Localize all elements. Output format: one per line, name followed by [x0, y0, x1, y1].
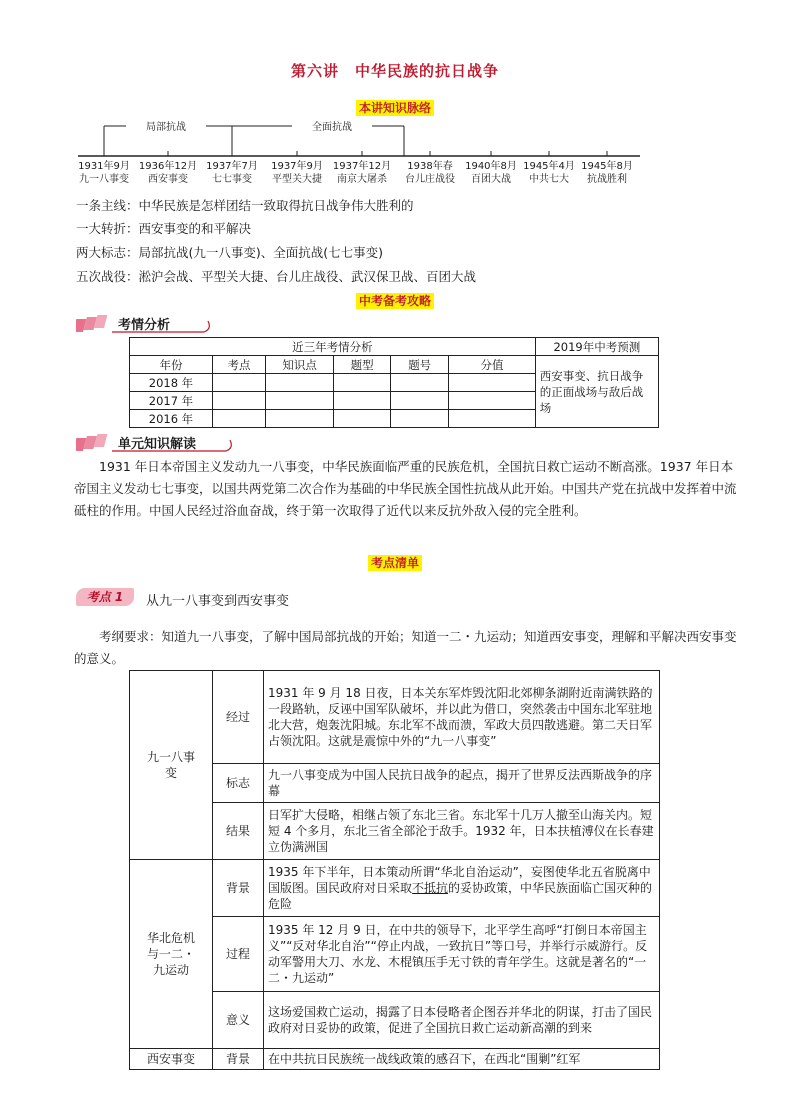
timeline-event: 百团大战 [471, 174, 511, 185]
aspect-cell: 过程 [213, 917, 264, 992]
table-row-year: 2016 年 [130, 410, 213, 428]
detail-cell: 1931 年 9 月 18 日夜，日本关东军炸毁沈阳北郊柳条湖附近南满铁路的一段路轨，反诬中国军队破坏，并以此为借口，突然袭击中国东北军驻地北大营，炮轰沈阳城。东北军不战而溃，军政大员四散逃避。第二天日军占领沈阳。这就是震惊中外的“九一八事变” [264, 671, 660, 764]
forecast-title: 2019年中考预测 [535, 338, 658, 356]
timeline-event: 九一八事变 [79, 174, 129, 185]
detail-cell: 1935 年下半年，日本策动所谓“华北自治运动”，妄图使华北五省脱离中国版图。国民政府对日采取不抵抗的妥协政策，中华民族面临亡国灭种的危险 [264, 860, 660, 917]
col-point: 考点 [212, 356, 265, 374]
table-row-year: 2018 年 [130, 374, 213, 392]
detail-cell: 在中共抗日民族统一战线政策的感召下，在西北“围剿”红军 [264, 1049, 660, 1070]
timeline-date: 1937年12月 [332, 161, 392, 172]
exam-analysis-table [129, 337, 659, 428]
bracket-full-war: 全面抗战 [292, 122, 372, 134]
aspect-cell: 背景 [213, 1049, 264, 1070]
timeline-event: 平型关大捷 [272, 174, 322, 185]
event-cell-918: 九一八事变 [130, 671, 213, 860]
aspect-cell: 标志 [213, 764, 264, 803]
col-number: 题号 [391, 356, 449, 374]
timeline-date: 1940年8月 [465, 161, 517, 172]
timeline-event: 西安事变 [148, 174, 188, 185]
detail-cell: 这场爱国救亡运动，揭露了日本侵略者企图吞并华北的阴谋，打击了国民政府对日妥协的政策，促进了全国抗日救亡运动新高潮的到来 [264, 992, 660, 1049]
point-title: 从九一八事变到西安事变 [146, 594, 290, 609]
section-header-knowledge: 本讲知识脉络 [0, 99, 790, 116]
timeline-event: 南京大屠杀 [337, 174, 387, 185]
col-knowledge: 知识点 [266, 356, 334, 374]
summary-two-marks: 两大标志：局部抗战(九一八事变)、全面抗战(七七事变) [76, 245, 384, 260]
col-type: 题型 [334, 356, 391, 374]
section-header-checklist: 考点清单 [0, 554, 790, 571]
unit-paragraph: 1931 年日本帝国主义发动九一八事变，中华民族面临严重的民族危机，全国抗日救亡运动不断高涨。1937 年日本帝国主义发动七七事变，以国共两党第二次合作为基础的中华民族全国性抗战从此开始。中国共产党在抗战中发挥着中流砥柱的作用。中国人民经过浴血奋战，终于第一次取得了近代以来反抗外敌入侵的完全胜利。 [74, 459, 737, 518]
aspect-cell: 结果 [213, 803, 264, 860]
event-cell-xian: 西安事变 [130, 1049, 213, 1070]
detail-cell: 日军扩大侵略，相继占领了东北三省。东北军十几万人撤至山海关内。短短 4 个多月，东北三省全部沦于敌手。1932 年，日本扶植溥仪在长春建立伪满洲国 [264, 803, 660, 860]
col-year: 年份 [130, 356, 213, 374]
syllabus-requirement: 考纲要求：知道九一八事变，了解中国局部抗战的开始；知道一二・九运动；知道西安事变，理解和平解决西安事变的意义。 [74, 629, 737, 666]
timeline-date: 1936年12月 [138, 161, 198, 172]
detail-cell: 九一八事变成为中国人民抗日战争的起点，揭开了世界反法西斯战争的序幕 [264, 764, 660, 803]
timeline-event: 抗战胜利 [587, 174, 627, 185]
timeline-date: 1937年9月 [271, 161, 323, 172]
col-score: 分值 [449, 356, 536, 374]
table-title: 近三年考情分析 [130, 338, 536, 356]
summary-main-line: 一条主线：中华民族是怎样团结一致取得抗日战争伟大胜利的 [76, 198, 414, 213]
aspect-cell: 意义 [213, 992, 264, 1049]
timeline-date: 1937年7月 [206, 161, 258, 172]
exam-analysis-heading: 考情分析 [76, 313, 216, 335]
timeline-date: 1938年春 [407, 161, 453, 172]
detail-cell: 1935 年 12 月 9 日，在中共的领导下，北平学生高呼“打倒日本帝国主义”“反对华北自治”“停止内战，一致抗日”等口号，并举行示威游行。反动军警用大刀、水龙、木棍镇压手无寸铁的青年学生。这就是著名的“一二・九运动” [264, 917, 660, 992]
section-header-strategy: 中考备考攻略 [0, 292, 790, 309]
timeline-date: 1945年4月 [523, 161, 575, 172]
table-row-year: 2017 年 [130, 392, 213, 410]
timeline-event: 七七事变 [212, 174, 252, 185]
summary-turning-point: 一大转折：西安事变的和平解决 [76, 221, 252, 236]
point-badge: 考点 1 [76, 588, 134, 606]
aspect-cell: 背景 [213, 860, 264, 917]
timeline-event: 中共七大 [529, 174, 569, 185]
timeline-date: 1945年8月 [581, 161, 633, 172]
timeline-date: 1931年9月 [78, 161, 130, 172]
aspect-cell: 经过 [213, 671, 264, 764]
content-table [129, 670, 660, 1070]
summary-five-battles: 五次战役：淞沪会战、平型关大捷、台儿庄战役、武汉保卫战、百团大战 [76, 269, 477, 284]
bracket-local-war: 局部抗战 [126, 122, 206, 134]
timeline-event: 台儿庄战役 [405, 174, 455, 185]
forecast-text: 西安事变、抗日战争的正面战场与敌后战场 [535, 356, 658, 428]
unit-knowledge-heading: 单元知识解读 [76, 432, 256, 454]
lesson-title: 第六讲 中华民族的抗日战争 [290, 62, 499, 80]
event-cell-north-china: 华北危机与一二・九运动 [130, 860, 213, 1049]
